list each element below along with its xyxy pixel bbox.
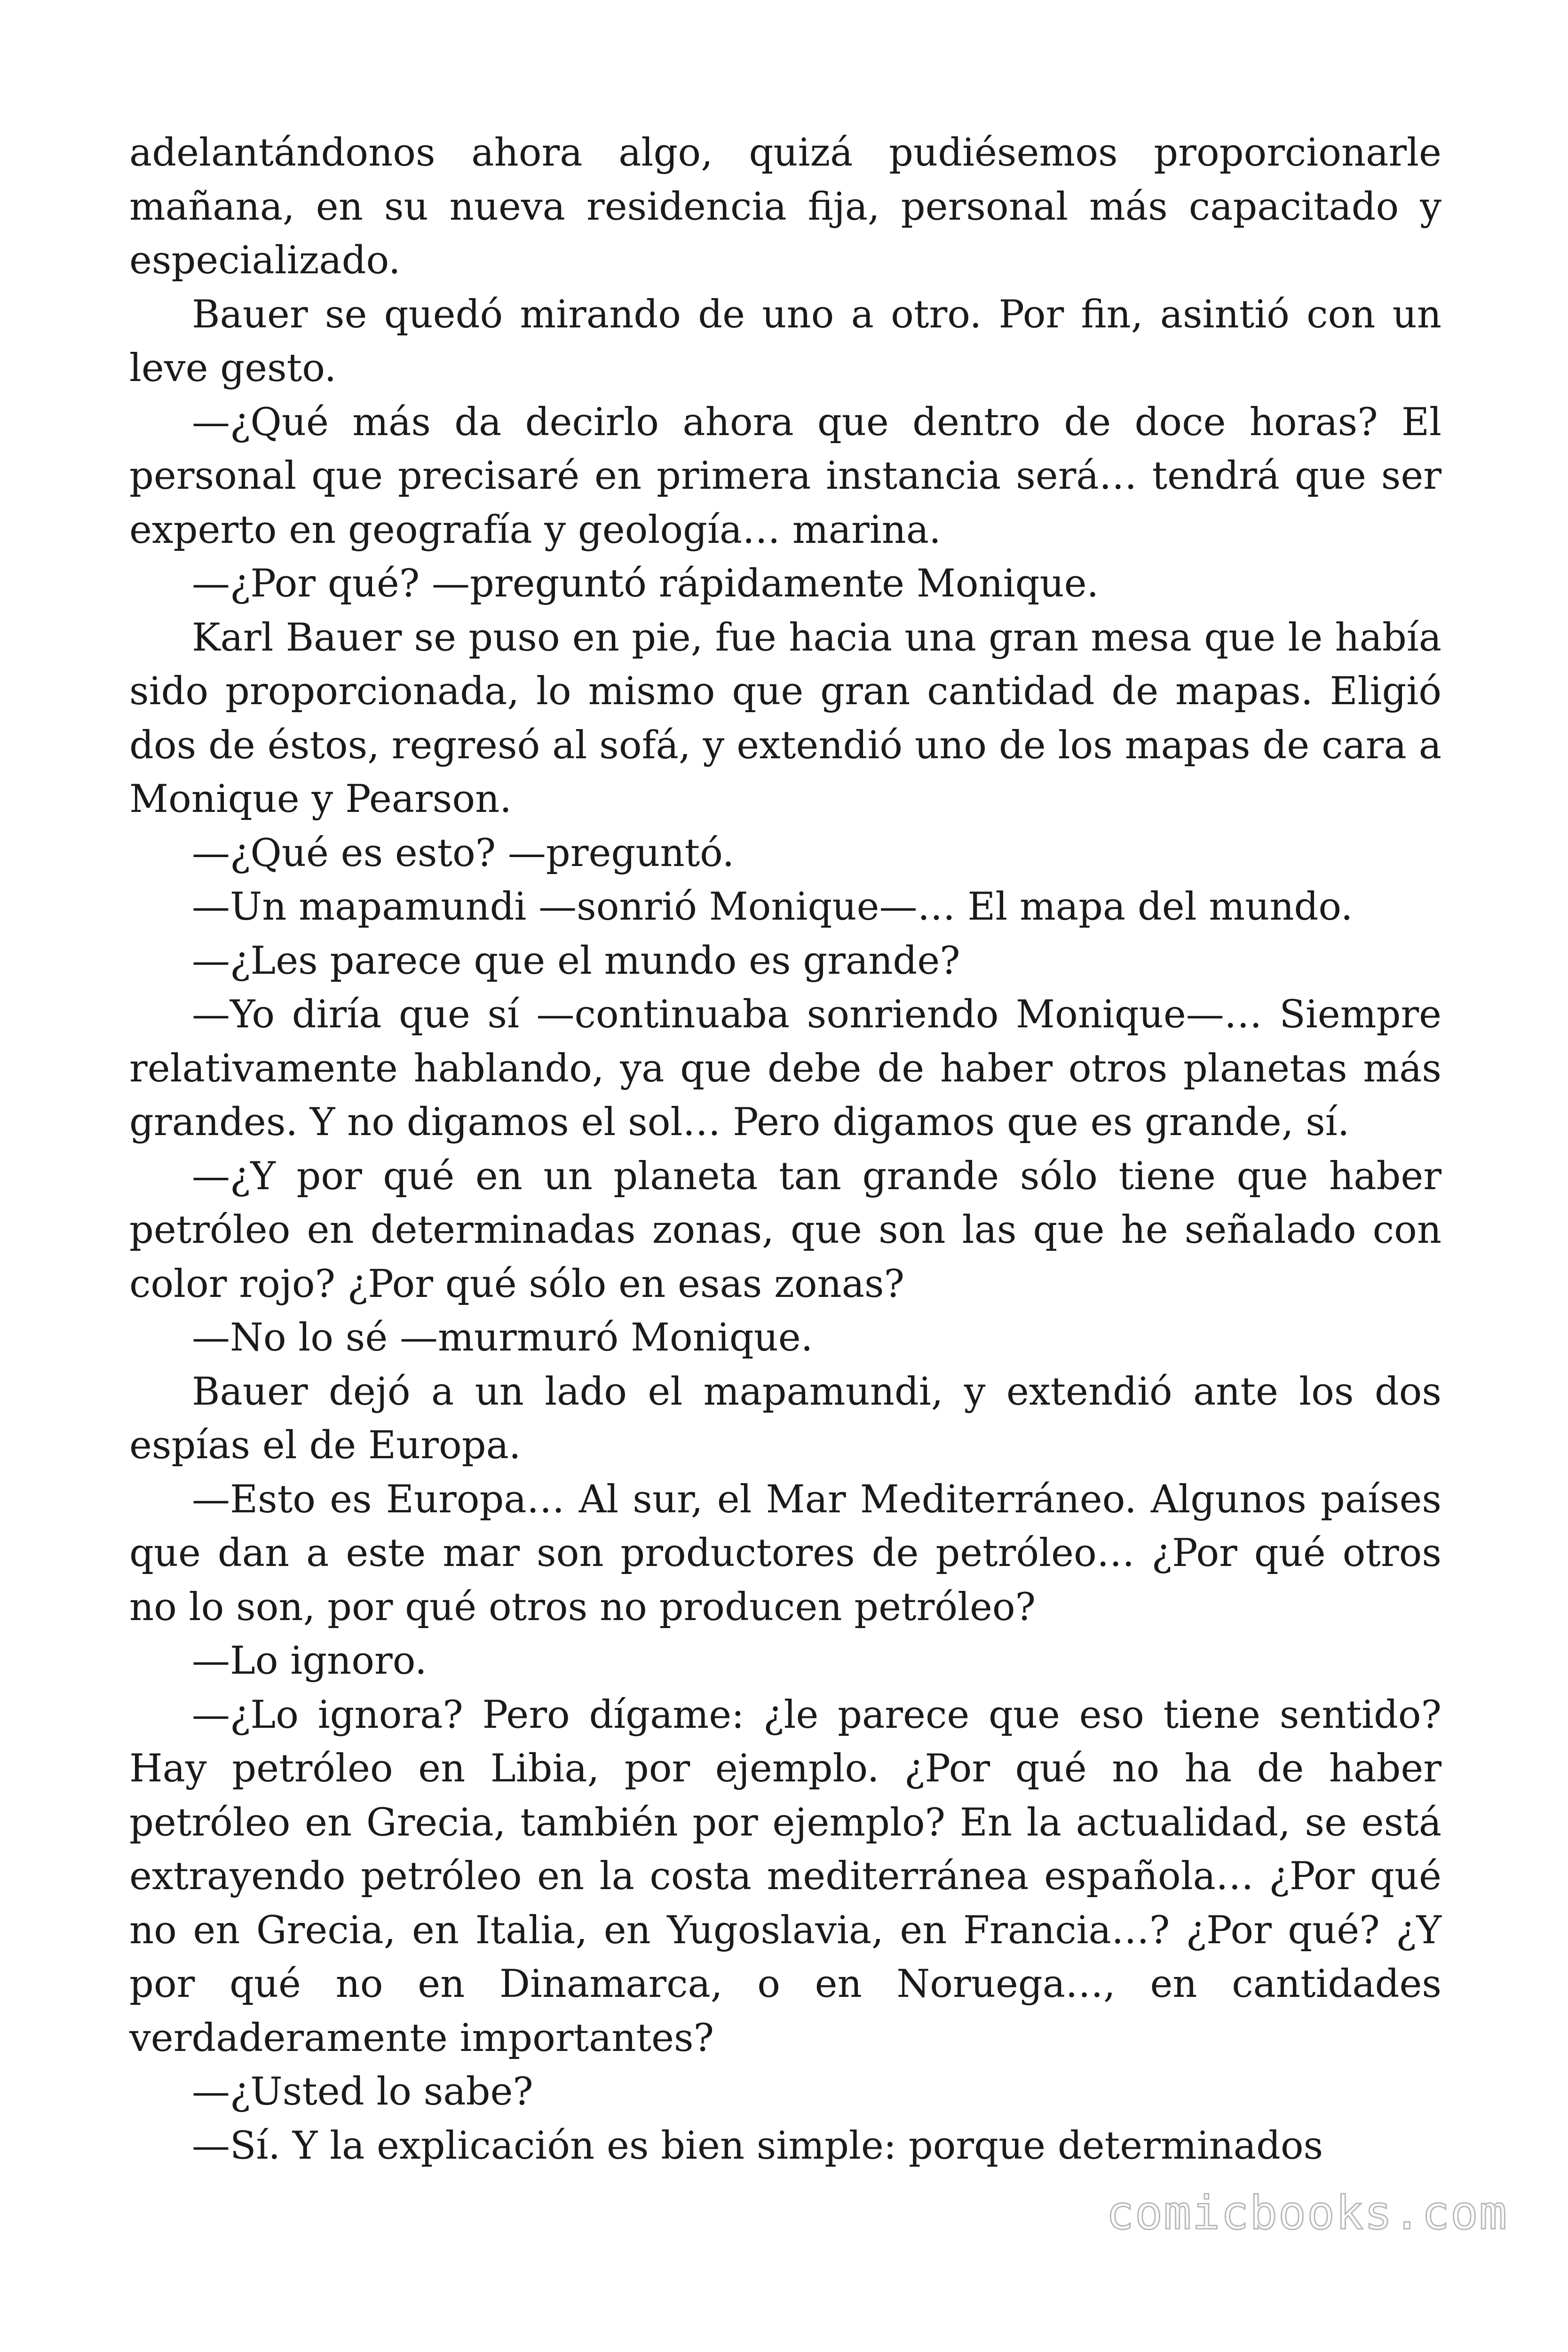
paragraph: —¿Y por qué en un planeta tan grande sólo tiene que haber petróleo en determinadas zonas, que son las que he señalado con color rojo? ¿Por qué sólo en esas zonas? [129, 1154, 1441, 1306]
paragraph: —Esto es Europa… Al sur, el Mar Mediterráneo. Algunos países que dan a este mar son productores de petróleo… ¿Por qué otros no lo son, por qué otros no producen petróleo? [129, 1477, 1441, 1629]
page-text [129, 126, 1441, 2173]
paragraph: —Un mapamundi —sonrió Monique—… El mapa del mundo. [192, 885, 1353, 929]
paragraph: —¿Qué más da decirlo ahora que dentro de doce horas? El personal que precisaré en primera instancia será… tendrá que ser experto en geografía y geología… marina. [129, 400, 1441, 552]
paragraph: —¿Les parece que el mundo es grande? [192, 938, 960, 983]
paragraph: —Lo ignoro. [192, 1639, 427, 1683]
paragraph: —Yo diría que sí —continuaba sonriendo Monique—… Siempre relativamente hablando, ya que debe de haber otros planetas más grandes. Y no digamos el sol… Pero digamos que es grande, sí. [129, 993, 1441, 1144]
paragraph: —¿Qué es esto? —preguntó. [192, 831, 735, 875]
paragraph: —Sí. Y la explicación es bien simple: porque determinados [192, 2123, 1323, 2168]
paragraph: Bauer se quedó mirando de uno a otro. Por fin, asintió con un leve gesto. [129, 292, 1441, 390]
paragraph: —¿Lo ignora? Pero dígame: ¿le parece que eso tiene sentido? Hay petróleo en Libia, por ejemplo. ¿Por qué no ha de haber petróleo en Grecia, también por ejemplo? En la actualidad, se está extrayendo petróleo en la costa mediterránea española… ¿Por qué no en Grecia, en Italia, en Yugoslavia, en Francia…? ¿Por qué? ¿Y por qué no en Dinamarca, o en Noruega…, en cantidades verdaderamente importantes? [129, 1692, 1441, 2060]
paragraph: —No lo sé —murmuró Monique. [192, 1316, 813, 1360]
paragraph: Bauer dejó a un lado el mapamundi, y extendió ante los dos espías el de Europa. [129, 1369, 1441, 1468]
paragraph: —¿Usted lo sabe? [192, 2070, 533, 2114]
paragraph: —¿Por qué? —preguntó rápidamente Monique. [192, 562, 1099, 606]
paragraph: Karl Bauer se puso en pie, fue hacia una gran mesa que le había sido proporcionada, lo mismo que gran cantidad de mapas. Eligió dos de éstos, regresó al sofá, y extendió uno de los mapas de cara a Monique y Pearson. [129, 615, 1441, 821]
paragraph: adelantándonos ahora algo, quizá pudiésemos proporcionarle mañana, en su nueva residencia fija, personal más capacitado y especializado. [129, 131, 1441, 283]
watermark: comicbooks.com [1106, 2186, 1508, 2240]
